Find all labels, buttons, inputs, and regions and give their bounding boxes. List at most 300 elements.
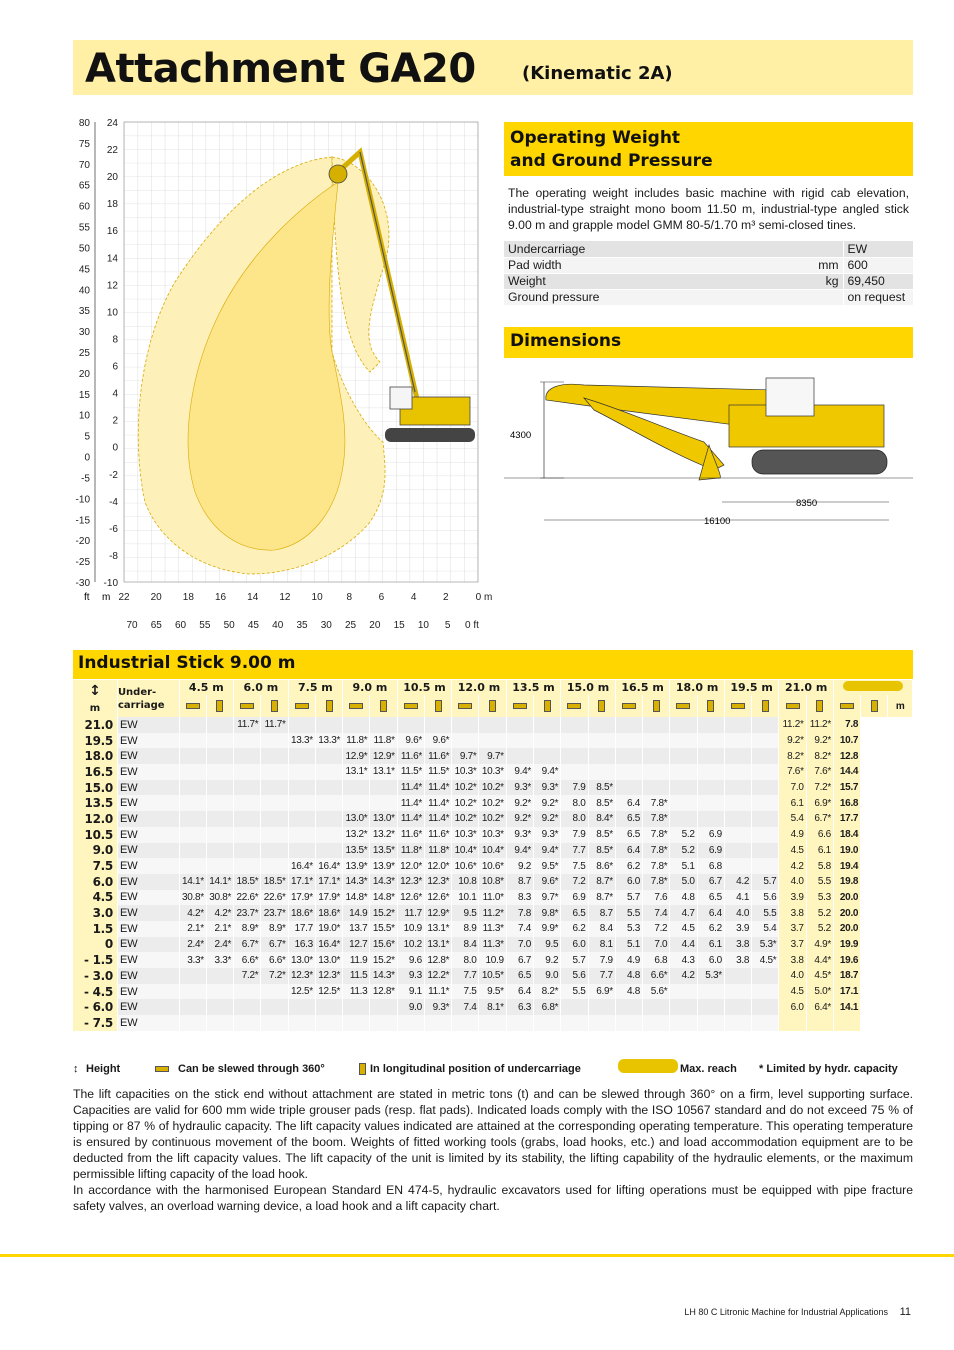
capacity-cell xyxy=(288,1015,315,1031)
capacity-cell: 14.9 xyxy=(343,905,370,921)
slew-icon xyxy=(561,695,588,717)
capacity-cell: 17.7 xyxy=(288,921,315,937)
capacity-cell: 10.8* xyxy=(479,874,506,890)
capacity-cell xyxy=(370,717,397,733)
max-reach-capacity-cell: 6.0 xyxy=(779,999,806,1015)
max-reach-capacity-cell: 3.9 xyxy=(779,890,806,906)
capacity-cell: 6.0 xyxy=(561,937,588,953)
max-reach-capacity-cell: 5.5 xyxy=(806,874,833,890)
capacity-cell xyxy=(643,1015,670,1031)
capacity-cell: 8.4 xyxy=(588,921,615,937)
capacity-cell: 8.9* xyxy=(234,921,261,937)
capacity-cell xyxy=(479,733,506,749)
longitudinal-icon xyxy=(315,695,342,717)
capacity-cell: 13.5* xyxy=(343,843,370,859)
spec-row xyxy=(504,289,913,305)
capacity-cell: 6.6* xyxy=(643,968,670,984)
y-tick-ft: 50 xyxy=(78,243,90,255)
capacity-cell: 10.4* xyxy=(452,843,479,859)
capacity-cell: 9.7* xyxy=(534,890,561,906)
x-tick-ft: 5 xyxy=(444,620,451,631)
capacity-cell: 5.3* xyxy=(752,937,779,953)
capacity-cell xyxy=(315,748,342,764)
capacity-cell xyxy=(643,999,670,1015)
capacity-cell: 16.4* xyxy=(315,858,342,874)
lift-row xyxy=(73,999,913,1015)
capacity-cell: 17.9* xyxy=(288,890,315,906)
capacity-cell xyxy=(697,733,724,749)
max-reach-capacity-cell: 4.2 xyxy=(779,858,806,874)
capacity-cell: 9.2 xyxy=(506,858,533,874)
capacity-cell: 30.8* xyxy=(206,890,233,906)
capacity-cell: 12.0* xyxy=(424,858,451,874)
max-reach-capacity-cell: 7.2* xyxy=(806,780,833,796)
capacity-cell: 3.3* xyxy=(179,952,206,968)
capacity-cell: 7.8* xyxy=(643,874,670,890)
max-reach-capacity-cell: 6.6 xyxy=(806,827,833,843)
capacity-cell xyxy=(288,764,315,780)
x-tick-ft: 35 xyxy=(296,620,308,631)
capacity-cell xyxy=(315,795,342,811)
height-cell: 4.5 xyxy=(73,890,117,906)
capacity-cell: 13.0* xyxy=(288,952,315,968)
capacity-cell: 6.8* xyxy=(534,999,561,1015)
lift-row xyxy=(73,748,913,764)
capacity-cell: 8.4 xyxy=(452,937,479,953)
capacity-cell: 13.0* xyxy=(343,811,370,827)
capacity-cell xyxy=(697,999,724,1015)
capacity-cell xyxy=(234,811,261,827)
capacity-cell: 10.3* xyxy=(479,764,506,780)
height-cell: 15.0 xyxy=(73,780,117,796)
capacity-cell: 11.8* xyxy=(424,843,451,859)
page-subtitle: (Kinematic 2A) xyxy=(522,63,673,84)
radius-header: 10.5 m xyxy=(397,680,452,695)
capacity-cell: 11.8* xyxy=(343,733,370,749)
spec-unit xyxy=(767,289,843,305)
capacity-cell xyxy=(506,748,533,764)
max-reach-capacity-cell: 6.1 xyxy=(806,843,833,859)
capacity-cell: 17.1* xyxy=(288,874,315,890)
capacity-cell xyxy=(315,999,342,1015)
capacity-cell: 5.1 xyxy=(670,858,697,874)
capacity-cell: 9.6 xyxy=(397,952,424,968)
spec-value: 600 xyxy=(843,257,913,273)
y-tick-ft: 10 xyxy=(78,410,90,422)
capacity-cell xyxy=(452,1015,479,1031)
capacity-cell: 8.5* xyxy=(588,795,615,811)
capacity-cell: 11.4* xyxy=(424,811,451,827)
capacity-cell: 10.1 xyxy=(452,890,479,906)
y-tick-m: 12 xyxy=(106,280,118,292)
undercarriage-cell: EW xyxy=(117,764,179,780)
capacity-cell xyxy=(615,1015,642,1031)
capacity-cell: 13.0* xyxy=(315,952,342,968)
x-tick-ft: 45 xyxy=(247,620,259,631)
max-reach-capacity-cell: 6.9* xyxy=(806,795,833,811)
capacity-cell: 9.5 xyxy=(452,905,479,921)
capacity-cell: 10.2* xyxy=(479,811,506,827)
capacity-cell: 8.7 xyxy=(506,874,533,890)
capacity-cell: 7.2 xyxy=(643,921,670,937)
capacity-cell: 12.3* xyxy=(424,874,451,890)
capacity-cell xyxy=(234,827,261,843)
spec-row xyxy=(504,241,913,257)
y-tick-ft: -15 xyxy=(75,515,90,527)
max-reach-cell: 10.7 xyxy=(833,733,860,749)
capacity-cell: 7.8* xyxy=(643,795,670,811)
undercarriage-cell: EW xyxy=(117,827,179,843)
undercarriage-cell: EW xyxy=(117,733,179,749)
height-cell: 9.0 xyxy=(73,843,117,859)
height-cell: 19.5 xyxy=(73,733,117,749)
capacity-cell xyxy=(234,748,261,764)
capacity-cell: 6.2 xyxy=(697,921,724,937)
capacity-cell: 8.7* xyxy=(588,874,615,890)
capacity-cell: 18.5* xyxy=(234,874,261,890)
capacity-cell xyxy=(561,717,588,733)
undercarriage-cell: EW xyxy=(117,905,179,921)
capacity-cell: 13.1* xyxy=(343,764,370,780)
capacity-cell xyxy=(370,795,397,811)
capacity-cell: 9.5* xyxy=(534,858,561,874)
longitudinal-icon xyxy=(261,695,288,717)
max-reach-capacity-cell: 3.7 xyxy=(779,921,806,937)
y-tick-m: -2 xyxy=(109,469,118,481)
slew-icon xyxy=(234,695,261,717)
capacity-cell xyxy=(234,858,261,874)
capacity-cell: 14.1* xyxy=(179,874,206,890)
capacity-cell xyxy=(724,858,751,874)
capacity-cell: 9.9* xyxy=(534,921,561,937)
capacity-cell: 22.6* xyxy=(261,890,288,906)
capacity-cell: 30.8* xyxy=(179,890,206,906)
y-tick-m: 16 xyxy=(106,226,118,238)
capacity-cell xyxy=(261,843,288,859)
capacity-cell: 6.2 xyxy=(615,858,642,874)
dimensions-heading: Dimensions xyxy=(504,327,913,358)
slew-icon xyxy=(833,695,860,717)
height-cell: 16.5 xyxy=(73,764,117,780)
capacity-cell xyxy=(752,999,779,1015)
slew-icon xyxy=(724,695,751,717)
slew-icon xyxy=(615,695,642,717)
y-tick-ft: 35 xyxy=(78,306,90,318)
y-tick-ft: 30 xyxy=(78,327,90,339)
capacity-cell: 13.0* xyxy=(370,811,397,827)
capacity-cell xyxy=(179,811,206,827)
capacity-cell: 9.4* xyxy=(506,843,533,859)
capacity-cell xyxy=(643,717,670,733)
capacity-cell xyxy=(752,827,779,843)
capacity-cell xyxy=(179,858,206,874)
capacity-cell xyxy=(724,733,751,749)
capacity-cell: 6.6* xyxy=(234,952,261,968)
height-cell: 10.5 xyxy=(73,827,117,843)
max-reach-capacity-cell: 5.8 xyxy=(806,858,833,874)
x-tick-ft: 10 xyxy=(417,620,429,631)
max-reach-cell: 14.1 xyxy=(833,999,860,1015)
capacity-cell xyxy=(670,984,697,1000)
x-label-m: m xyxy=(102,592,111,603)
undercarriage-cell: EW xyxy=(117,748,179,764)
capacity-cell: 8.4* xyxy=(588,811,615,827)
max-reach-cell: 12.8 xyxy=(833,748,860,764)
capacity-cell: 4.7 xyxy=(670,905,697,921)
capacity-cell xyxy=(370,999,397,1015)
icon-header-row xyxy=(73,695,913,717)
radius-header: 21.0 m xyxy=(779,680,834,695)
legend-height: Height xyxy=(86,1063,121,1075)
max-reach-capacity-cell: 9.2* xyxy=(779,733,806,749)
undercarriage-cell: EW xyxy=(117,952,179,968)
capacity-cell: 5.5 xyxy=(561,984,588,1000)
capacity-cell xyxy=(588,999,615,1015)
capacity-cell: 23.7* xyxy=(234,905,261,921)
capacity-cell: 5.2 xyxy=(670,827,697,843)
capacity-cell: 10.5* xyxy=(479,968,506,984)
height-icon: ↕ m xyxy=(73,680,117,717)
capacity-cell: 11.3* xyxy=(479,921,506,937)
footnote-paragraph-2: In accordance with the harmonised European Standard EN 474-5, hydraulic excavators used for lifting operations must be equipped with pipe fracture safety valves, an overload warning device, a load hook and a lift capacity chart. xyxy=(73,1183,913,1213)
capacity-cell: 11.4* xyxy=(424,780,451,796)
spec-label: Undercarriage xyxy=(504,241,767,257)
max-reach-cell: 19.6 xyxy=(833,952,860,968)
undercarriage-cell: EW xyxy=(117,921,179,937)
capacity-cell: 9.4* xyxy=(534,843,561,859)
capacity-cell: 7.8* xyxy=(643,843,670,859)
capacity-cell xyxy=(697,1015,724,1031)
x-tick-ft: 25 xyxy=(345,620,357,631)
capacity-cell: 7.7 xyxy=(588,968,615,984)
max-reach-capacity-cell: 4.5 xyxy=(779,843,806,859)
x-tick-ft: 50 xyxy=(223,620,235,631)
capacity-cell: 13.5* xyxy=(370,843,397,859)
capacity-cell xyxy=(670,999,697,1015)
capacity-cell: 11.9 xyxy=(343,952,370,968)
capacity-cell xyxy=(397,717,424,733)
undercarriage-header: Under- carriage xyxy=(117,680,179,717)
max-reach-cell: 18.4 xyxy=(833,827,860,843)
capacity-cell xyxy=(261,780,288,796)
x-tick-m: 12 xyxy=(279,592,291,603)
y-tick-ft: 80 xyxy=(78,118,90,129)
height-cell: 7.5 xyxy=(73,858,117,874)
capacity-cell xyxy=(561,1015,588,1031)
heading-line-2: and Ground Pressure xyxy=(510,151,713,171)
capacity-cell xyxy=(534,717,561,733)
capacity-cell: 9.7* xyxy=(479,748,506,764)
capacity-cell xyxy=(206,733,233,749)
capacity-cell: 13.9* xyxy=(343,858,370,874)
capacity-cell xyxy=(561,999,588,1015)
capacity-cell: 9.3* xyxy=(506,780,533,796)
undercarriage-cell: EW xyxy=(117,858,179,874)
legend-long-icon xyxy=(359,1063,366,1075)
capacity-cell xyxy=(506,1015,533,1031)
y-tick-m: -4 xyxy=(109,496,118,508)
capacity-cell: 5.6 xyxy=(561,968,588,984)
lift-row xyxy=(73,952,913,968)
capacity-cell: 12.6* xyxy=(424,890,451,906)
capacity-cell: 15.2* xyxy=(370,905,397,921)
capacity-cell: 6.1 xyxy=(697,937,724,953)
capacity-cell xyxy=(234,795,261,811)
capacity-cell: 12.8* xyxy=(370,984,397,1000)
capacity-cell xyxy=(724,827,751,843)
capacity-cell xyxy=(234,764,261,780)
max-reach-capacity-cell: 4.9 xyxy=(779,827,806,843)
y-tick-m: 0 xyxy=(112,442,118,454)
capacity-cell: 14.3* xyxy=(370,874,397,890)
lift-row xyxy=(73,968,913,984)
capacity-cell: 6.6* xyxy=(261,952,288,968)
capacity-cell: 15.5* xyxy=(370,921,397,937)
capacity-cell: 10.2* xyxy=(479,780,506,796)
capacity-cell xyxy=(261,827,288,843)
capacity-cell xyxy=(752,811,779,827)
capacity-cell: 6.8 xyxy=(697,858,724,874)
spec-row xyxy=(504,257,913,273)
max-reach-cell: 15.7 xyxy=(833,780,860,796)
capacity-cell xyxy=(752,717,779,733)
lift-row xyxy=(73,921,913,937)
capacity-cell: 13.1* xyxy=(424,921,451,937)
lift-row xyxy=(73,905,913,921)
lift-row xyxy=(73,937,913,953)
capacity-cell xyxy=(288,827,315,843)
capacity-cell xyxy=(561,733,588,749)
max-reach-capacity-cell: 7.6* xyxy=(806,764,833,780)
capacity-cell: 7.5 xyxy=(452,984,479,1000)
capacity-cell xyxy=(752,795,779,811)
undercarriage-cell: EW xyxy=(117,999,179,1015)
y-axis-m-labels xyxy=(104,118,119,589)
capacity-cell: 7.8* xyxy=(643,811,670,827)
x-axis-ft-labels xyxy=(126,620,479,631)
max-reach-capacity-cell: 8.2* xyxy=(779,748,806,764)
capacity-cell: 6.5 xyxy=(561,905,588,921)
max-reach-capacity-cell: 6.1 xyxy=(779,795,806,811)
capacity-cell xyxy=(724,748,751,764)
capacity-cell xyxy=(561,764,588,780)
lift-row xyxy=(73,811,913,827)
y-tick-ft: -5 xyxy=(81,473,90,485)
y-tick-ft: 40 xyxy=(78,285,90,297)
y-tick-ft: 25 xyxy=(78,348,90,359)
capacity-cell: 17.1* xyxy=(315,874,342,890)
capacity-cell: 13.3* xyxy=(315,733,342,749)
max-reach-capacity-cell: 5.2 xyxy=(806,921,833,937)
capacity-cell xyxy=(588,733,615,749)
x-tick-ft: 40 xyxy=(272,620,284,631)
capacity-cell xyxy=(315,717,342,733)
capacity-cell xyxy=(452,733,479,749)
capacity-cell: 9.3* xyxy=(534,780,561,796)
max-reach-cell: 16.8 xyxy=(833,795,860,811)
legend-long: In longitudinal position of undercarriage xyxy=(370,1063,581,1075)
capacity-cell xyxy=(288,843,315,859)
capacity-cell: 9.8* xyxy=(534,905,561,921)
capacity-cell xyxy=(179,764,206,780)
y-tick-m: 6 xyxy=(112,361,118,373)
y-tick-ft: 70 xyxy=(78,159,90,171)
max-reach-capacity-cell xyxy=(806,1015,833,1031)
capacity-cell: 10.9 xyxy=(479,952,506,968)
max-reach-capacity-cell: 4.4* xyxy=(806,952,833,968)
spec-value: EW xyxy=(843,241,913,257)
capacity-cell: 11.7 xyxy=(397,905,424,921)
radius-header: 19.5 m xyxy=(724,680,779,695)
capacity-cell: 7.0 xyxy=(506,937,533,953)
capacity-cell: 16.4* xyxy=(315,937,342,953)
capacity-cell: 6.4 xyxy=(697,905,724,921)
capacity-cell: 9.7* xyxy=(452,748,479,764)
capacity-cell xyxy=(534,733,561,749)
capacity-cell xyxy=(179,984,206,1000)
operating-weight-heading xyxy=(504,122,913,176)
capacity-cell: 9.4* xyxy=(534,764,561,780)
capacity-cell: 8.9 xyxy=(452,921,479,937)
capacity-cell: 3.3* xyxy=(206,952,233,968)
undercarriage-cell: EW xyxy=(117,780,179,796)
slew-icon xyxy=(288,695,315,717)
y-tick-m: -10 xyxy=(103,578,118,589)
capacity-cell xyxy=(179,843,206,859)
capacity-cell: 14.8* xyxy=(343,890,370,906)
capacity-cell: 6.0 xyxy=(615,874,642,890)
capacity-cell xyxy=(179,1015,206,1031)
max-reach-capacity-cell: 6.4* xyxy=(806,999,833,1015)
slew-icon xyxy=(452,695,479,717)
capacity-cell: 6.0 xyxy=(697,952,724,968)
x-tick-m: 20 xyxy=(150,592,162,603)
max-reach-capacity-cell: 4.0 xyxy=(779,874,806,890)
capacity-cell xyxy=(261,733,288,749)
max-reach-capacity-cell: 3.8 xyxy=(779,905,806,921)
undercarriage-cell: EW xyxy=(117,937,179,953)
capacity-cell: 11.0* xyxy=(479,890,506,906)
capacity-cell: 2.4* xyxy=(206,937,233,953)
capacity-cell: 23.7* xyxy=(261,905,288,921)
capacity-cell: 8.0 xyxy=(452,952,479,968)
capacity-cell xyxy=(752,733,779,749)
capacity-cell: 8.2* xyxy=(534,984,561,1000)
capacity-cell: 13.2* xyxy=(370,827,397,843)
lift-row xyxy=(73,858,913,874)
capacity-cell xyxy=(234,999,261,1015)
capacity-cell: 3.9 xyxy=(724,921,751,937)
lift-row xyxy=(73,827,913,843)
lift-row xyxy=(73,890,913,906)
capacity-cell: 7.9 xyxy=(588,952,615,968)
capacity-cell: 11.2* xyxy=(479,905,506,921)
capacity-cell: 9.2 xyxy=(534,952,561,968)
capacity-cell: 6.4 xyxy=(615,843,642,859)
capacity-cell xyxy=(179,748,206,764)
capacity-cell xyxy=(752,764,779,780)
capacity-cell xyxy=(206,795,233,811)
max-reach-capacity-cell: 3.7 xyxy=(779,937,806,953)
x-tick-ft: 15 xyxy=(393,620,405,631)
capacity-cell: 13.1* xyxy=(424,937,451,953)
x-tick-m: 16 xyxy=(214,592,227,603)
max-reach-capacity-cell: 5.0* xyxy=(806,984,833,1000)
capacity-cell: 12.0* xyxy=(397,858,424,874)
y-tick-ft: 20 xyxy=(78,368,90,380)
capacity-cell xyxy=(588,764,615,780)
spec-label: Pad width xyxy=(504,257,767,273)
